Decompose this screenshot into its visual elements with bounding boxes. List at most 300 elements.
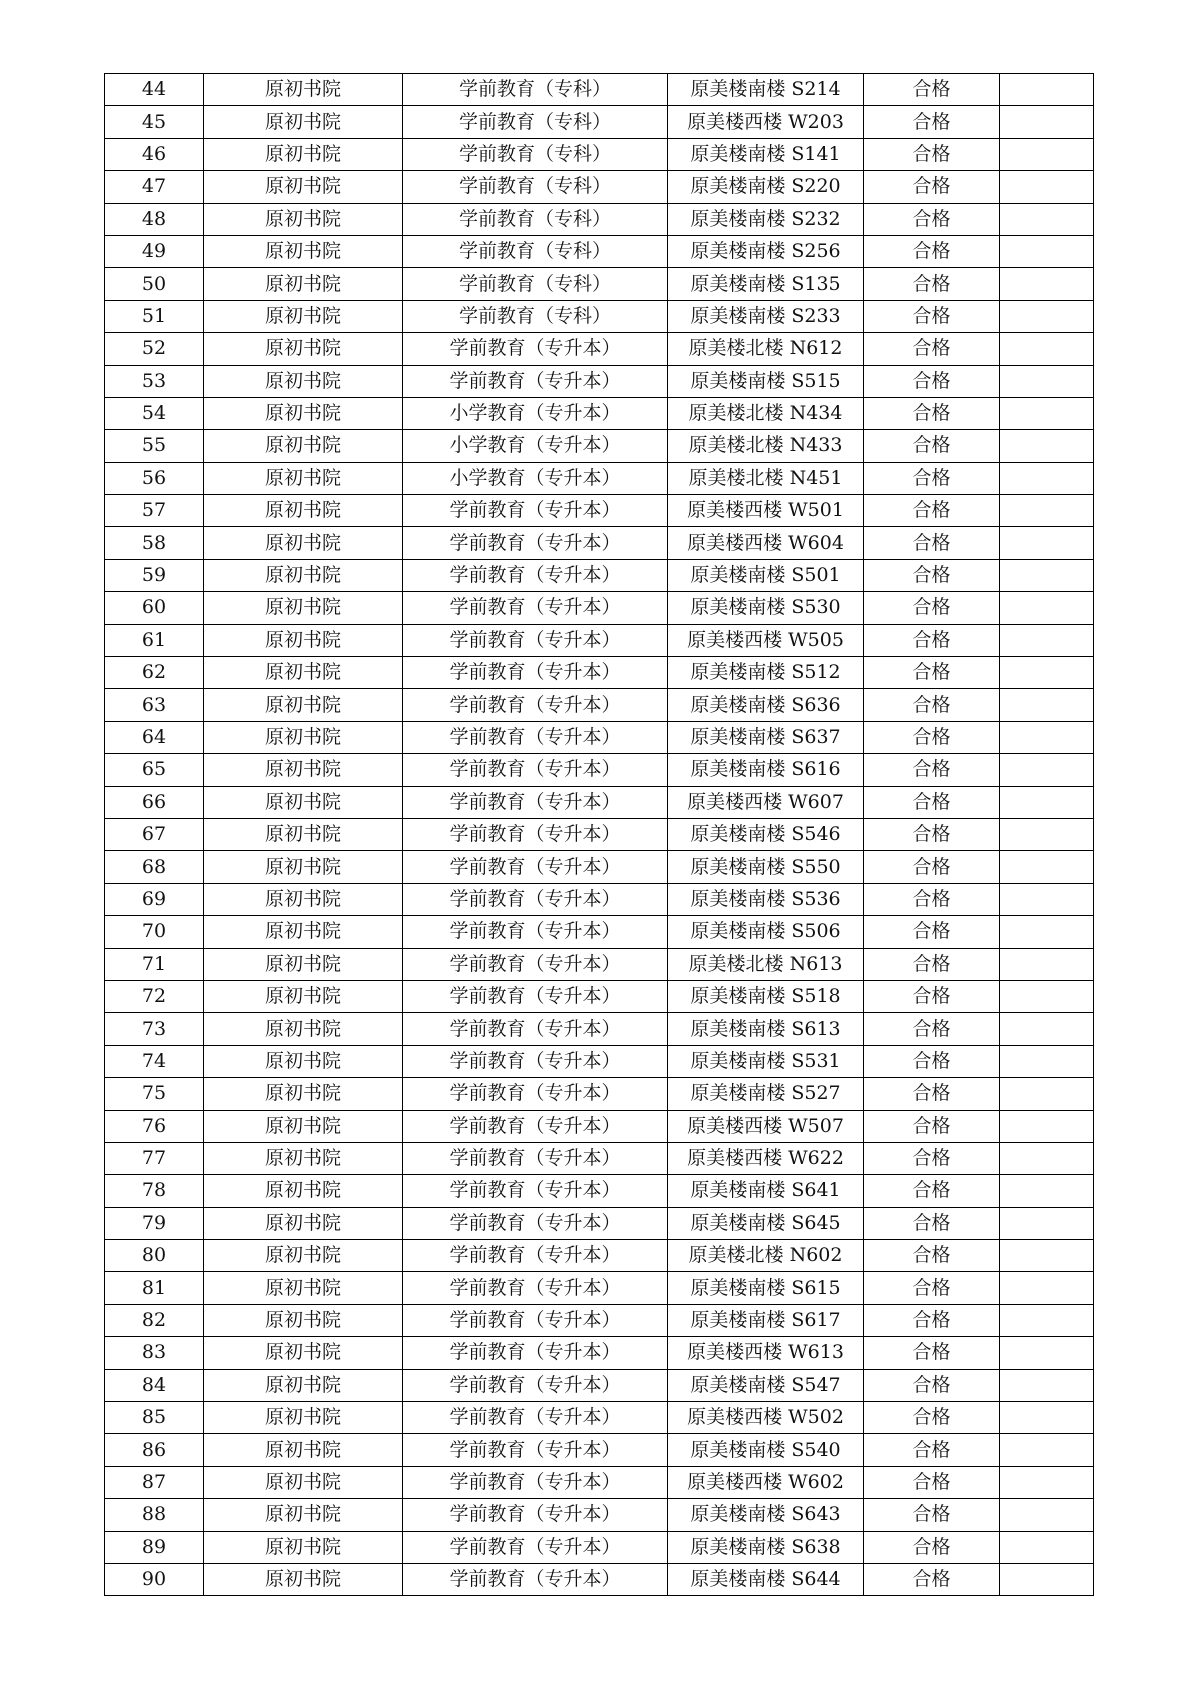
major-name-cell: 学前教育（专升本） [403,1272,668,1304]
row-number-cell: 58 [105,527,204,559]
dorm-room-cell: 原美楼南楼 S641 [668,1175,864,1207]
major-name-cell: 学前教育（专升本） [403,1499,668,1531]
college-name-cell: 原初书院 [204,1110,403,1142]
row-number-cell: 76 [105,1110,204,1142]
dorm-room-cell: 原美楼南楼 S515 [668,365,864,397]
major-name-cell: 学前教育（专升本） [403,1531,668,1563]
remarks-cell [1000,1402,1094,1434]
dorm-room-cell: 原美楼南楼 S232 [668,203,864,235]
inspection-result-cell: 合格 [864,883,1000,915]
row-number-cell: 71 [105,948,204,980]
table-row [105,1272,1094,1304]
row-number-cell: 73 [105,1013,204,1045]
major-name-cell: 学前教育（专升本） [403,1369,668,1401]
inspection-result-cell: 合格 [864,657,1000,689]
dorm-room-cell: 原美楼北楼 N451 [668,462,864,494]
row-number-cell: 85 [105,1402,204,1434]
remarks-cell [1000,1531,1094,1563]
college-name-cell: 原初书院 [204,430,403,462]
table-row [105,883,1094,915]
dorm-room-cell: 原美楼南楼 S518 [668,980,864,1012]
college-name-cell: 原初书院 [204,592,403,624]
remarks-cell [1000,333,1094,365]
row-number-cell: 50 [105,268,204,300]
inspection-result-cell: 合格 [864,74,1000,106]
remarks-cell [1000,430,1094,462]
major-name-cell: 学前教育（专升本） [403,365,668,397]
inspection-result-cell: 合格 [864,1110,1000,1142]
inspection-result-cell: 合格 [864,106,1000,138]
inspection-result-cell: 合格 [864,203,1000,235]
dorm-room-cell: 原美楼南楼 S527 [668,1078,864,1110]
major-name-cell: 学前教育（专升本） [403,818,668,850]
major-name-cell: 小学教育（专升本） [403,430,668,462]
dorm-room-cell: 原美楼南楼 S645 [668,1207,864,1239]
major-name-cell: 学前教育（专升本） [403,883,668,915]
major-name-cell: 学前教育（专升本） [403,786,668,818]
dorm-room-cell: 原美楼南楼 S550 [668,851,864,883]
inspection-result-cell: 合格 [864,462,1000,494]
table-row [105,1337,1094,1369]
row-number-cell: 78 [105,1175,204,1207]
table-row [105,1369,1094,1401]
remarks-cell [1000,1207,1094,1239]
college-name-cell: 原初书院 [204,1304,403,1336]
dorm-room-cell: 原美楼南楼 S613 [668,1013,864,1045]
college-name-cell: 原初书院 [204,1337,403,1369]
remarks-cell [1000,495,1094,527]
major-name-cell: 学前教育（专升本） [403,754,668,786]
row-number-cell: 49 [105,235,204,267]
college-name-cell: 原初书院 [204,171,403,203]
table-row [105,592,1094,624]
inspection-result-cell: 合格 [864,333,1000,365]
college-name-cell: 原初书院 [204,138,403,170]
row-number-cell: 84 [105,1369,204,1401]
college-name-cell: 原初书院 [204,1240,403,1272]
table-row [105,754,1094,786]
college-name-cell: 原初书院 [204,1466,403,1498]
inspection-result-cell: 合格 [864,916,1000,948]
remarks-cell [1000,1078,1094,1110]
table-body [105,74,1094,1596]
remarks-cell [1000,106,1094,138]
table-row [105,138,1094,170]
dorm-room-cell: 原美楼西楼 W502 [668,1402,864,1434]
remarks-cell [1000,203,1094,235]
table-row [105,203,1094,235]
row-number-cell: 61 [105,624,204,656]
inspection-result-cell: 合格 [864,495,1000,527]
major-name-cell: 学前教育（专升本） [403,333,668,365]
row-number-cell: 65 [105,754,204,786]
remarks-cell [1000,1337,1094,1369]
inspection-result-cell: 合格 [864,1434,1000,1466]
inspection-result-cell: 合格 [864,1207,1000,1239]
row-number-cell: 54 [105,397,204,429]
college-name-cell: 原初书院 [204,916,403,948]
major-name-cell: 学前教育（专升本） [403,657,668,689]
college-name-cell: 原初书院 [204,1045,403,1077]
dorm-room-cell: 原美楼南楼 S512 [668,657,864,689]
college-name-cell: 原初书院 [204,365,403,397]
table-row [105,495,1094,527]
dorm-room-cell: 原美楼西楼 W505 [668,624,864,656]
major-name-cell: 学前教育（专升本） [403,721,668,753]
table-row [105,430,1094,462]
table-row [105,1078,1094,1110]
dorm-room-cell: 原美楼南楼 S546 [668,818,864,850]
major-name-cell: 学前教育（专升本） [403,1207,668,1239]
row-number-cell: 44 [105,74,204,106]
dorm-room-cell: 原美楼西楼 W607 [668,786,864,818]
table-row [105,1402,1094,1434]
table-row [105,624,1094,656]
table-row [105,397,1094,429]
remarks-cell [1000,1013,1094,1045]
dorm-room-cell: 原美楼南楼 S547 [668,1369,864,1401]
table-row [105,1466,1094,1498]
remarks-cell [1000,1175,1094,1207]
major-name-cell: 学前教育（专科） [403,74,668,106]
remarks-cell [1000,624,1094,656]
row-number-cell: 69 [105,883,204,915]
row-number-cell: 66 [105,786,204,818]
row-number-cell: 56 [105,462,204,494]
table-row [105,1240,1094,1272]
inspection-result-cell: 合格 [864,624,1000,656]
college-name-cell: 原初书院 [204,948,403,980]
row-number-cell: 87 [105,1466,204,1498]
remarks-cell [1000,1272,1094,1304]
remarks-cell [1000,1369,1094,1401]
table-row [105,74,1094,106]
dorm-room-cell: 原美楼南楼 S536 [668,883,864,915]
dorm-room-cell: 原美楼西楼 W203 [668,106,864,138]
dorm-room-cell: 原美楼南楼 S256 [668,235,864,267]
college-name-cell: 原初书院 [204,235,403,267]
inspection-result-cell: 合格 [864,1078,1000,1110]
inspection-result-cell: 合格 [864,592,1000,624]
remarks-cell [1000,818,1094,850]
remarks-cell [1000,1240,1094,1272]
major-name-cell: 学前教育（专升本） [403,1078,668,1110]
row-number-cell: 80 [105,1240,204,1272]
college-name-cell: 原初书院 [204,1013,403,1045]
remarks-cell [1000,1563,1094,1595]
college-name-cell: 原初书院 [204,1207,403,1239]
dorm-room-cell: 原美楼北楼 N612 [668,333,864,365]
inspection-result-cell: 合格 [864,754,1000,786]
major-name-cell: 小学教育（专升本） [403,462,668,494]
remarks-cell [1000,462,1094,494]
row-number-cell: 90 [105,1563,204,1595]
major-name-cell: 学前教育（专科） [403,106,668,138]
row-number-cell: 45 [105,106,204,138]
remarks-cell [1000,948,1094,980]
college-name-cell: 原初书院 [204,721,403,753]
college-name-cell: 原初书院 [204,74,403,106]
major-name-cell: 学前教育（专升本） [403,1142,668,1174]
table-row [105,1207,1094,1239]
major-name-cell: 学前教育（专升本） [403,1563,668,1595]
table-row [105,851,1094,883]
table-row [105,235,1094,267]
remarks-cell [1000,980,1094,1012]
dorm-room-cell: 原美楼西楼 W613 [668,1337,864,1369]
dorm-room-cell: 原美楼南楼 S530 [668,592,864,624]
college-name-cell: 原初书院 [204,1078,403,1110]
major-name-cell: 学前教育（专升本） [403,624,668,656]
major-name-cell: 学前教育（专升本） [403,559,668,591]
major-name-cell: 学前教育（专升本） [403,1013,668,1045]
row-number-cell: 53 [105,365,204,397]
table-row [105,721,1094,753]
major-name-cell: 小学教育（专升本） [403,397,668,429]
table-row [105,1142,1094,1174]
dorm-room-cell: 原美楼南楼 S506 [668,916,864,948]
row-number-cell: 68 [105,851,204,883]
dorm-room-cell: 原美楼南楼 S615 [668,1272,864,1304]
inspection-result-cell: 合格 [864,689,1000,721]
table-row [105,786,1094,818]
dorm-room-cell: 原美楼南楼 S531 [668,1045,864,1077]
college-name-cell: 原初书院 [204,1402,403,1434]
dorm-room-cell: 原美楼南楼 S644 [668,1563,864,1595]
college-name-cell: 原初书院 [204,495,403,527]
inspection-result-cell: 合格 [864,1175,1000,1207]
table-row [105,1531,1094,1563]
inspection-result-cell: 合格 [864,527,1000,559]
dorm-room-cell: 原美楼北楼 N602 [668,1240,864,1272]
dorm-room-cell: 原美楼南楼 S214 [668,74,864,106]
row-number-cell: 89 [105,1531,204,1563]
college-name-cell: 原初书院 [204,754,403,786]
remarks-cell [1000,365,1094,397]
remarks-cell [1000,916,1094,948]
table-row [105,1175,1094,1207]
dorm-room-cell: 原美楼北楼 N613 [668,948,864,980]
inspection-result-cell: 合格 [864,1531,1000,1563]
college-name-cell: 原初书院 [204,333,403,365]
inspection-result-cell: 合格 [864,786,1000,818]
inspection-result-cell: 合格 [864,559,1000,591]
table-row [105,527,1094,559]
table-row [105,559,1094,591]
major-name-cell: 学前教育（专升本） [403,1045,668,1077]
table-row [105,171,1094,203]
row-number-cell: 79 [105,1207,204,1239]
college-name-cell: 原初书院 [204,462,403,494]
major-name-cell: 学前教育（专升本） [403,527,668,559]
major-name-cell: 学前教育（专科） [403,235,668,267]
inspection-result-cell: 合格 [864,851,1000,883]
dorm-room-cell: 原美楼南楼 S135 [668,268,864,300]
row-number-cell: 57 [105,495,204,527]
dorm-room-cell: 原美楼南楼 S220 [668,171,864,203]
inspection-result-cell: 合格 [864,397,1000,429]
major-name-cell: 学前教育（专升本） [403,1434,668,1466]
college-name-cell: 原初书院 [204,203,403,235]
table-row [105,300,1094,332]
major-name-cell: 学前教育（专升本） [403,980,668,1012]
row-number-cell: 46 [105,138,204,170]
inspection-result-cell: 合格 [864,1045,1000,1077]
college-name-cell: 原初书院 [204,657,403,689]
college-name-cell: 原初书院 [204,689,403,721]
remarks-cell [1000,786,1094,818]
college-name-cell: 原初书院 [204,106,403,138]
remarks-cell [1000,689,1094,721]
dorm-room-cell: 原美楼南楼 S636 [668,689,864,721]
dorm-room-cell: 原美楼南楼 S501 [668,559,864,591]
college-name-cell: 原初书院 [204,624,403,656]
inspection-result-cell: 合格 [864,1402,1000,1434]
major-name-cell: 学前教育（专升本） [403,948,668,980]
remarks-cell [1000,1434,1094,1466]
table-row [105,1110,1094,1142]
table-row [105,1434,1094,1466]
college-name-cell: 原初书院 [204,818,403,850]
table-row [105,916,1094,948]
major-name-cell: 学前教育（专科） [403,300,668,332]
college-name-cell: 原初书院 [204,559,403,591]
remarks-cell [1000,235,1094,267]
inspection-result-cell: 合格 [864,1337,1000,1369]
dorm-room-cell: 原美楼北楼 N434 [668,397,864,429]
major-name-cell: 学前教育（专科） [403,171,668,203]
table-row [105,657,1094,689]
major-name-cell: 学前教育（专升本） [403,1110,668,1142]
row-number-cell: 52 [105,333,204,365]
remarks-cell [1000,657,1094,689]
major-name-cell: 学前教育（专科） [403,138,668,170]
row-number-cell: 67 [105,818,204,850]
table-row [105,333,1094,365]
dorm-room-cell: 原美楼南楼 S141 [668,138,864,170]
inspection-result-cell: 合格 [864,1499,1000,1531]
remarks-cell [1000,397,1094,429]
dorm-room-cell: 原美楼南楼 S540 [668,1434,864,1466]
inspection-result-cell: 合格 [864,235,1000,267]
inspection-result-cell: 合格 [864,1272,1000,1304]
table-row [105,462,1094,494]
row-number-cell: 82 [105,1304,204,1336]
row-number-cell: 63 [105,689,204,721]
remarks-cell [1000,592,1094,624]
row-number-cell: 83 [105,1337,204,1369]
remarks-cell [1000,74,1094,106]
college-name-cell: 原初书院 [204,980,403,1012]
inspection-result-cell: 合格 [864,1466,1000,1498]
major-name-cell: 学前教育（专升本） [403,495,668,527]
dorm-room-cell: 原美楼南楼 S637 [668,721,864,753]
row-number-cell: 51 [105,300,204,332]
remarks-cell [1000,1466,1094,1498]
row-number-cell: 55 [105,430,204,462]
college-name-cell: 原初书院 [204,1434,403,1466]
inspection-result-cell: 合格 [864,1240,1000,1272]
major-name-cell: 学前教育（专升本） [403,1240,668,1272]
inspection-result-cell: 合格 [864,138,1000,170]
major-name-cell: 学前教育（专科） [403,203,668,235]
major-name-cell: 学前教育（专升本） [403,851,668,883]
remarks-cell [1000,527,1094,559]
table-row [105,1013,1094,1045]
college-name-cell: 原初书院 [204,851,403,883]
table-row [105,948,1094,980]
major-name-cell: 学前教育（专升本） [403,1337,668,1369]
row-number-cell: 47 [105,171,204,203]
dorm-room-cell: 原美楼西楼 W602 [668,1466,864,1498]
table-row [105,1499,1094,1531]
inspection-result-cell: 合格 [864,1563,1000,1595]
row-number-cell: 72 [105,980,204,1012]
table-row [105,818,1094,850]
remarks-cell [1000,721,1094,753]
inspection-result-cell: 合格 [864,1013,1000,1045]
inspection-result-cell: 合格 [864,721,1000,753]
table-row [105,980,1094,1012]
remarks-cell [1000,1110,1094,1142]
dorm-room-cell: 原美楼西楼 W501 [668,495,864,527]
college-name-cell: 原初书院 [204,1272,403,1304]
row-number-cell: 62 [105,657,204,689]
table-row [105,365,1094,397]
dorm-room-cell: 原美楼西楼 W604 [668,527,864,559]
major-name-cell: 学前教育（专升本） [403,1304,668,1336]
college-name-cell: 原初书院 [204,1369,403,1401]
row-number-cell: 86 [105,1434,204,1466]
major-name-cell: 学前教育（专升本） [403,916,668,948]
college-name-cell: 原初书院 [204,786,403,818]
major-name-cell: 学前教育（专升本） [403,1175,668,1207]
table-row [105,268,1094,300]
remarks-cell [1000,883,1094,915]
inspection-result-cell: 合格 [864,300,1000,332]
remarks-cell [1000,1304,1094,1336]
college-name-cell: 原初书院 [204,397,403,429]
remarks-cell [1000,300,1094,332]
row-number-cell: 75 [105,1078,204,1110]
row-number-cell: 60 [105,592,204,624]
table-row [105,1304,1094,1336]
inspection-result-cell: 合格 [864,980,1000,1012]
table-row [105,1563,1094,1595]
inspection-result-cell: 合格 [864,818,1000,850]
remarks-cell [1000,171,1094,203]
dorm-room-cell: 原美楼南楼 S617 [668,1304,864,1336]
row-number-cell: 64 [105,721,204,753]
remarks-cell [1000,1045,1094,1077]
inspection-result-cell: 合格 [864,948,1000,980]
remarks-cell [1000,1499,1094,1531]
row-number-cell: 59 [105,559,204,591]
dorm-room-cell: 原美楼南楼 S638 [668,1531,864,1563]
major-name-cell: 学前教育（专升本） [403,1402,668,1434]
table-row [105,1045,1094,1077]
remarks-cell [1000,138,1094,170]
remarks-cell [1000,1142,1094,1174]
dorm-room-cell: 原美楼北楼 N433 [668,430,864,462]
row-number-cell: 81 [105,1272,204,1304]
dorm-room-cell: 原美楼南楼 S616 [668,754,864,786]
college-name-cell: 原初书院 [204,1142,403,1174]
remarks-cell [1000,268,1094,300]
table-row [105,689,1094,721]
inspection-result-cell: 合格 [864,430,1000,462]
inspection-result-cell: 合格 [864,1304,1000,1336]
